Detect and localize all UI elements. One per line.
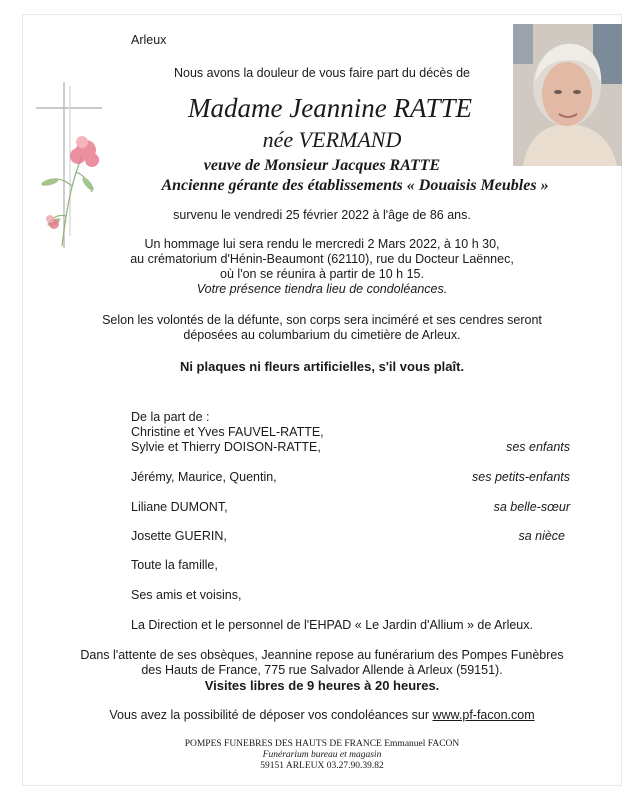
- maiden-name: née VERMAND: [262, 127, 402, 152]
- family-line-3: Jérémy, Maurice, Quentin,: [131, 470, 277, 484]
- funerarium-line-1: Dans l'attente de ses obsèques, Jeannine repose au funérarium des Pompes Funèbres: [80, 648, 564, 662]
- hommage-line-2: au crématorium d'Hénin-Beaumont (62110), rue du Docteur Laënnec,: [130, 252, 514, 266]
- visits-notice: Visites libres de 9 heures à 20 heures.: [204, 678, 440, 693]
- funerarium-line-2: des Hauts de France, 775 rue Salvador Allende à Arleux (59151).: [141, 663, 503, 677]
- hommage-line-3: où l'on se réunira à partir de 10 h 15.: [220, 267, 424, 281]
- deceased-name: Madame Jeannine RATTE: [188, 93, 472, 123]
- volontes-line-1: Selon les volontés de la défunte, son corps sera inciméré et ses cendres seront: [102, 313, 542, 327]
- family-line-6: Toute la famille,: [131, 558, 218, 572]
- family-line-2: Sylvie et Thierry DOISON-RATTE,: [131, 440, 321, 454]
- intro-text: Nous avons la douleur de vous faire part du décès de: [173, 66, 471, 80]
- widow-line: veuve de Monsieur Jacques RATTE: [203, 157, 441, 174]
- footer-line-1: POMPES FUNEBRES DES HAUTS DE FRANCE Emmanuel FACON: [184, 739, 460, 749]
- volontes-line-2: déposées au columbarium du cimetière de Arleux.: [183, 328, 461, 342]
- footer-line-3: 59151 ARLEUX 03.27.90.39.82: [260, 761, 384, 771]
- family-line-4: Liliane DUMONT,: [131, 500, 228, 514]
- hommage-line-1: Un hommage lui sera rendu le mercredi 2 Mars 2022, à 10 h 30,: [144, 237, 500, 251]
- family-line-1: Christine et Yves FAUVEL-RATTE,: [131, 425, 324, 439]
- family-line-5: Josette GUERIN,: [131, 529, 227, 543]
- location-header: Arleux: [131, 33, 167, 47]
- death-line: survenu le vendredi 25 février 2022 à l'âge de 86 ans.: [173, 208, 471, 222]
- role-line: Ancienne gérante des établissements « Douaisis Meubles »: [161, 177, 549, 194]
- condoleances-text: Vous avez la possibilité de déposer vos condoléances sur: [109, 708, 430, 722]
- relation-petits-enfants: ses petits-enfants: [472, 470, 570, 484]
- no-flowers-notice: Ni plaques ni fleurs artificielles, s'il vous plaît.: [179, 359, 465, 374]
- de-la-part-label: De la part de :: [131, 410, 210, 424]
- footer-line-2: Funérarium bureau et magasin: [262, 750, 382, 760]
- hommage-italic: Votre présence tiendra lieu de condoléances.: [196, 282, 448, 296]
- condoleances-line: [0, 708, 644, 723]
- relation-niece: sa nièce: [518, 529, 565, 543]
- relation-belle-soeur: sa belle-sœur: [493, 500, 570, 514]
- relation-enfants: ses enfants: [506, 440, 570, 454]
- family-line-8: La Direction et le personnel de l'EHPAD « Le Jardin d'Allium » de Arleux.: [131, 618, 533, 632]
- family-line-7: Ses amis et voisins,: [131, 588, 242, 602]
- website-link[interactable]: www.pf-facon.com: [432, 708, 535, 722]
